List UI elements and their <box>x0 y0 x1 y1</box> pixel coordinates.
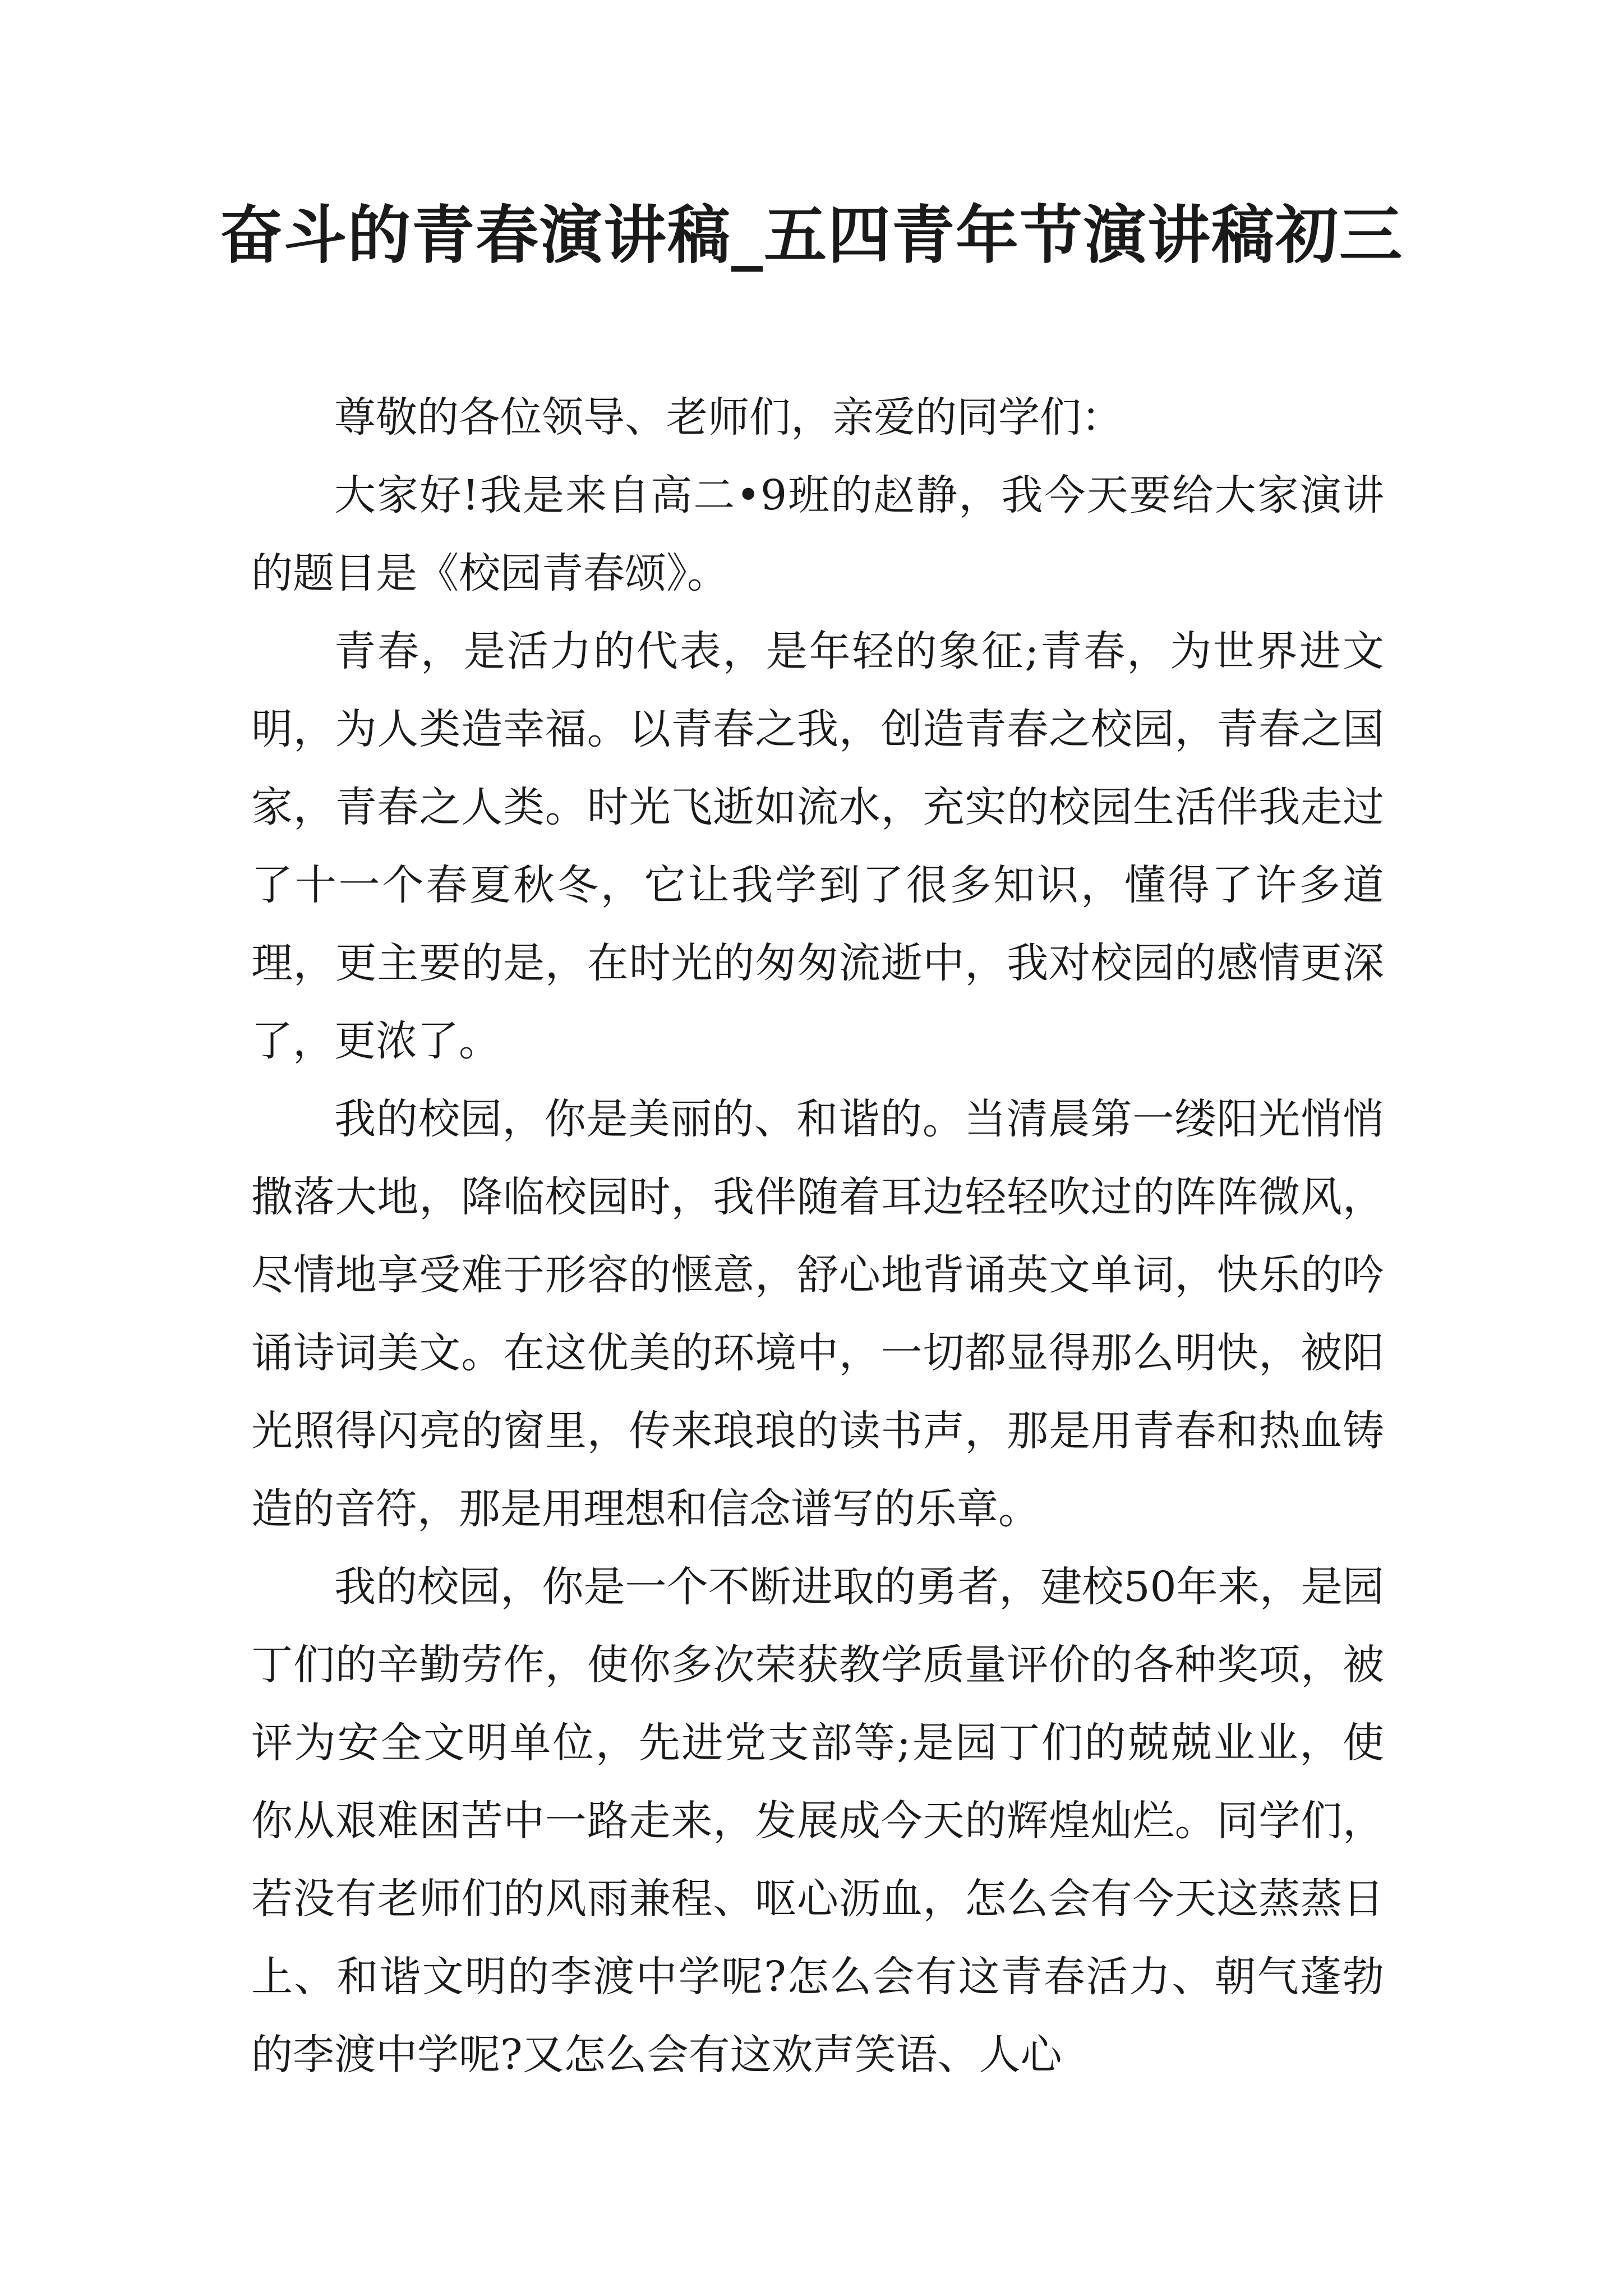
paragraph-campus-beauty: 我的校园，你是美丽的、和谐的。当清晨第一缕阳光悄悄撒落大地，降临校园时，我伴随着耳边轻轻吹过的阵阵微风，尽情地享受难于形容的惬意，舒心地背诵英文单词，快乐的吟诵诗词美文。在这优美的环境中，一切都显得那么明快，被阳光照得闪亮的窗里，传来琅琅的读书声，那是用青春和热血铸造的音符，那是用理想和信念谱写的乐章。 <box>251 1095 1384 1533</box>
document-title: 奋斗的青春演讲稿_五四青年节演讲稿初三 <box>220 199 1403 272</box>
paragraph-campus-progress: 我的校园，你是一个不断进取的勇者，建校50年来，是园丁们的辛勤劳作，使你多次荣获教学质量评价的各种奖项，被评为安全文明单位，先进党支部等;是园丁们的兢兢业业，使你从艰难困苦中一路走来，发展成今天的辉煌灿烂。同学们，若没有老师们的风雨兼程、呕心沥血，怎么会有今天这蒸蒸日上、和谐文明的李渡中学呢?怎么会有这青春活力、朝气蓬勃的李渡中学呢?又怎么会有这欢声笑语、人心 <box>251 1563 1384 2079</box>
document-body <box>251 379 1384 2094</box>
paragraph-introduction: 大家好!我是来自高二•9班的赵静，我今天要给大家演讲的题目是《校园青春颂》。 <box>251 471 1384 597</box>
paragraph-greeting: 尊敬的各位领导、老师们，亲爱的同学们： <box>334 393 1123 441</box>
paragraph-youth: 青春，是活力的代表，是年轻的象征;青春，为世界进文明，为人类造幸福。以青春之我，创造青春之校园，青春之国家，青春之人类。时光飞逝如流水，充实的校园生活伴我走过了十一个春夏秋冬，它让我学到了很多知识，懂得了许多道理，更主要的是，在时光的匆匆流逝中，我对校园的感情更深了，更浓了。 <box>251 627 1384 1065</box>
